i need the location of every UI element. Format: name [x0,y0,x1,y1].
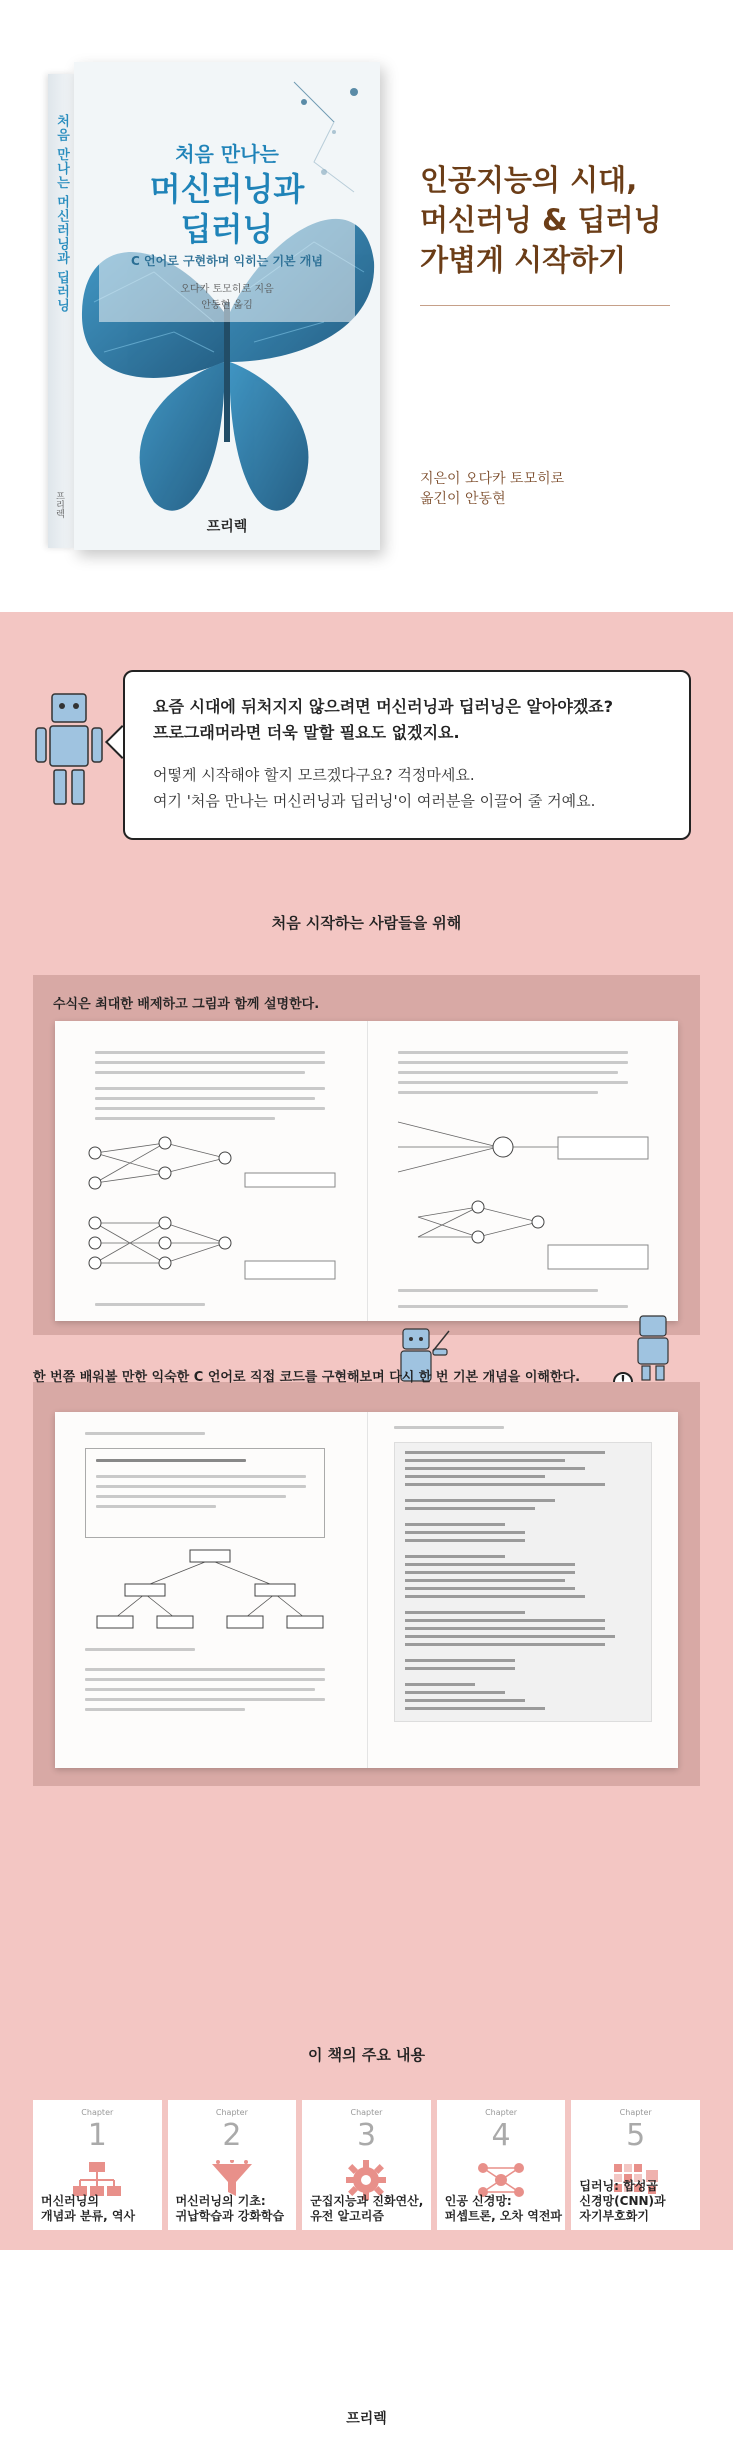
sample-page-right [367,1021,679,1321]
chapter-card-5 [571,2100,700,2230]
caption-line: 머신러닝의 기초: [175,2194,266,2208]
hero-section [0,0,733,612]
cover-subtitle: C 언어로 구현하며 익히는 기본 개념 [131,254,323,268]
caption-line: 자기부호화기 [579,2209,649,2223]
chapter-label: Chapter [485,2108,518,2117]
neural-network-diagram [75,1133,345,1293]
cover-publisher: 프리렉 [206,519,248,535]
sample-pages-spread [55,1021,678,1321]
sample-pages-spread [55,1412,678,1768]
cover-translator: 안동현 옮김 [201,300,253,311]
chapter-caption [579,2179,665,2224]
chapter-label: Chapter [350,2108,383,2117]
book-spine [48,74,74,548]
caption-line: 군집지능과 진화연산, [310,2194,424,2208]
chapter-caption [445,2194,562,2224]
book-cover [48,62,380,550]
feature-panel-code [33,1370,700,1786]
sample-page-right [367,1412,679,1768]
chapter-label: Chapter [81,2108,114,2117]
chapter-card-2 [168,2100,297,2230]
chapter-number: 5 [626,2118,646,2153]
bubble-line2: 프로그래머라면 더욱 말할 필요도 없겠지요. [153,723,460,742]
spine-title: 처음 만나는 머신러닝과 딥러닝 [54,114,69,313]
caption-line: 딥러닝: 합성곱 [579,2179,658,2193]
tree-diagram [85,1546,335,1636]
panel-title: 수식은 최대한 배제하고 그림과 함께 설명한다. [53,997,320,1012]
caption-line: 유전 알고리즘 [310,2209,384,2223]
cover-title-line2: 머신러닝과 [149,170,305,208]
caption-line: 퍼셉트론, 오차 역전파 [444,2209,563,2223]
cover-author: 오다카 토모히로 지음 [180,284,274,295]
caption-line: 인공 신경망: [444,2194,512,2208]
bubble-line3: 어떻게 시작해야 할지 모르겠다구요? 걱정마세요. [153,766,475,784]
features-section [0,612,733,2250]
chapter-number: 2 [222,2118,242,2153]
chapter-number: 4 [491,2118,511,2153]
robot-icon-small [630,1312,676,1382]
perceptron-diagram [388,1107,658,1277]
chapter-label: Chapter [215,2108,248,2117]
bubble-line4: 여기 '처음 만나는 머신러닝과 딥러닝'이 여러분을 이끌어 줄 거예요. [153,792,596,810]
caption-line: 머신러닝의 [41,2194,99,2208]
code-listing [394,1442,653,1722]
example-box [85,1448,325,1538]
hero-title-line3: 가볍게 시작하기 [420,243,627,277]
sample-page-left [55,1021,367,1321]
section-heading-beginners: 처음 시작하는 사람들을 위해 [271,914,462,932]
translator-credit: 옮긴이 안동현 [420,491,506,507]
robot-icon [26,690,112,810]
hero-title-line2: 머신러닝 & 딥러닝 [420,203,662,237]
chapter-card-1 [33,2100,162,2230]
speech-bubble [123,670,691,840]
panel-title: 한 번쯤 배워볼 만한 익숙한 C 언어로 직접 코드를 구현해보며 다시 한 번 기본 개념을 이해한다. [33,1370,581,1385]
chapter-card-3 [302,2100,431,2230]
bubble-line1: 요즘 시대에 뒤처지지 않으려면 머신러닝과 딥러닝은 알아야겠죠? [153,697,614,716]
sample-page-left [55,1412,367,1768]
chapter-label: Chapter [619,2108,652,2117]
spine-publisher: 프리렉 [54,491,64,518]
chapter-number: 3 [356,2118,377,2153]
feature-panel-diagrams [33,975,700,1335]
caption-line: 신경망(CNN)과 [579,2194,666,2208]
chapter-caption [176,2194,285,2224]
cover-title-line3: 딥러닝 [180,210,274,248]
section-heading-contents: 이 책의 주요 내용 [307,2046,426,2064]
book-front [74,62,380,550]
chapter-number: 1 [87,2118,107,2153]
chapter-caption [310,2194,423,2224]
footer-publisher: 프리렉 [346,2411,387,2427]
chapter-cards [33,2100,700,2230]
cover-title-line1: 처음 만나는 [175,142,279,166]
hero-divider [420,305,670,306]
author-credit: 지은이 오다카 토모히로 [420,471,565,487]
chapter-card-4 [437,2100,566,2230]
hero-title-line1: 인공지능의 시대, [420,163,638,197]
caption-line: 귀납학습과 강화학습 [175,2209,285,2223]
chapter-caption [41,2194,135,2224]
caption-line: 개념과 분류, 역사 [41,2209,136,2223]
